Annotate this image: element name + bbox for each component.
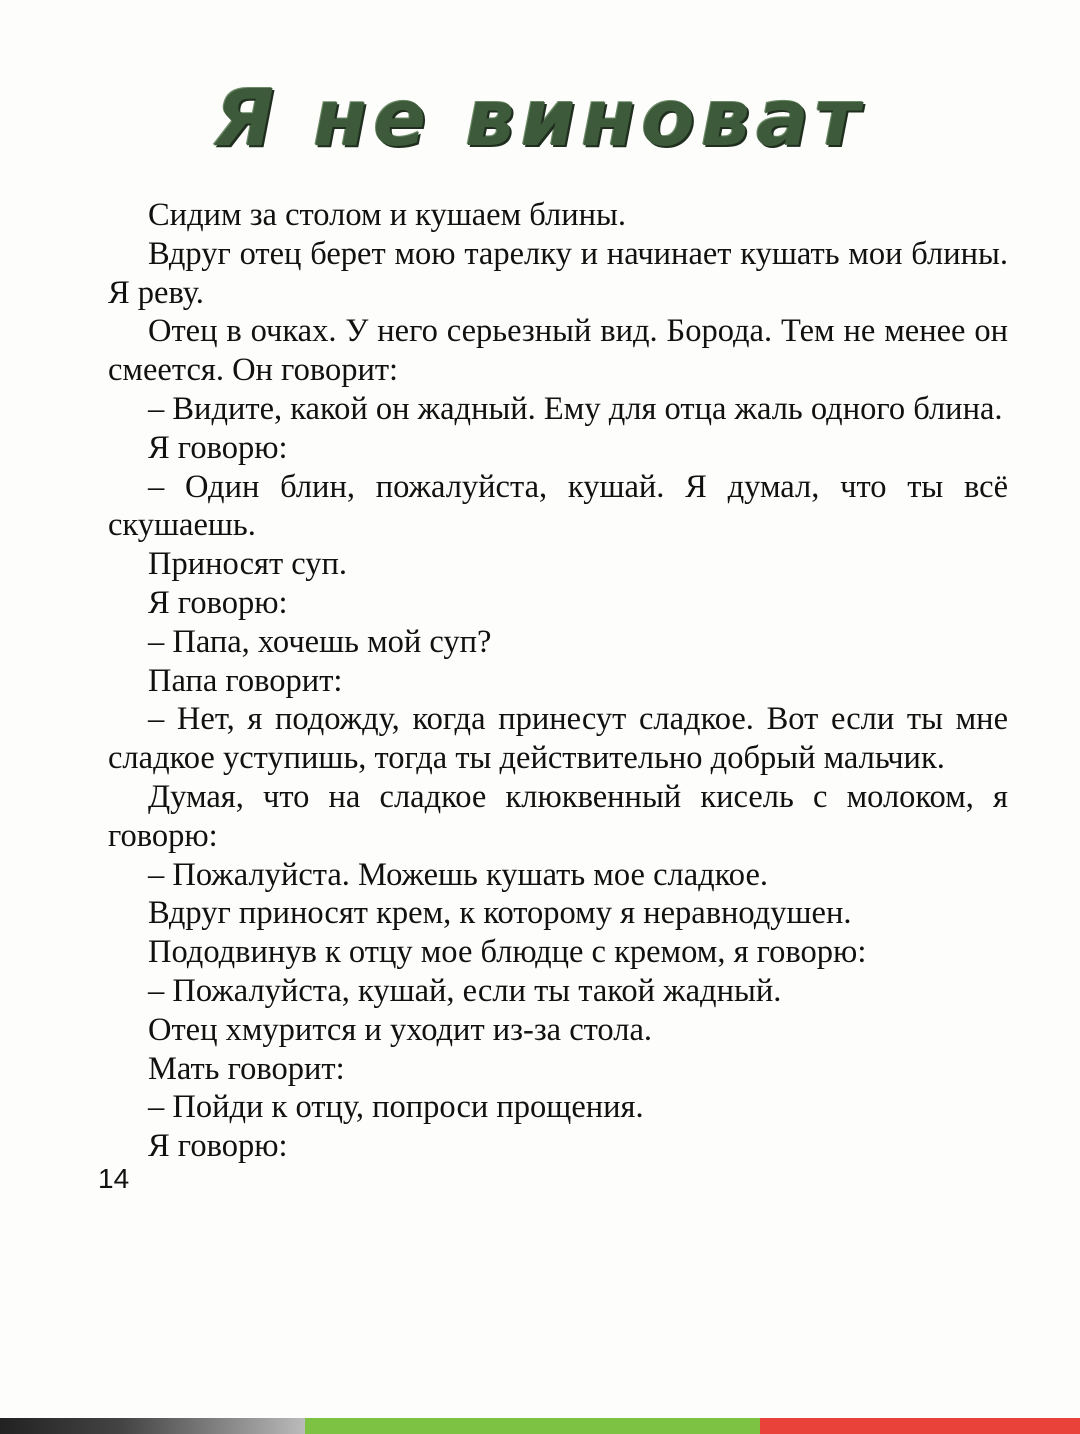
paragraph: Я говорю: <box>148 429 288 466</box>
page-number: 14 <box>98 1163 130 1194</box>
color-bar-red-segment <box>760 1418 1080 1434</box>
paragraph: – Папа, хочешь мой суп? <box>148 623 492 660</box>
paragraph: – Нет, я подожду, когда принесут сладкое. Вот если ты мне сладкое уступишь, тогда ты действительно добрый мальчик. <box>108 701 1008 777</box>
paragraph: – Пойди к отцу, попроси прощения. <box>148 1089 644 1126</box>
paragraph: Приносят суп. <box>148 546 348 583</box>
paragraph: Вдруг приносят крем, к которому я неравнодушен. <box>148 895 852 932</box>
paragraph: – Пожалуйста. Можешь кушать мое сладкое. <box>148 856 769 893</box>
paragraph: Я говорю: <box>148 584 288 621</box>
paragraph: Пододвинув к отцу мое блюдце с кремом, я говорю: <box>148 934 867 971</box>
paragraph: Думая, что на сладкое клюквенный кисель с молоком, я говорю: <box>108 778 1008 854</box>
paragraph: – Видите, какой он жадный. Ему для отца жаль одного блина. <box>148 390 1003 427</box>
paragraph: Сидим за столом и кушаем блины. <box>148 197 626 233</box>
paragraph: Я говорю: <box>148 1128 288 1165</box>
paragraph: Мать говорит: <box>148 1050 345 1087</box>
color-bar-dark-segment <box>0 1418 305 1434</box>
paragraph: Папа говорит: <box>148 662 343 699</box>
paragraph: Отец в очках. У него серьезный вид. Борода. Тем не менее он смеется. Он говорит: <box>108 313 1008 389</box>
color-bar-green-segment <box>305 1418 760 1434</box>
story-text <box>108 196 1008 1166</box>
paragraph: – Пожалуйста, кушай, если ты такой жадный. <box>148 972 782 1009</box>
paragraph: Вдруг отец берет мою тарелку и начинает кушать мои блины. Я реву. <box>108 235 1008 311</box>
paragraph: Отец хмурится и уходит из-за стола. <box>148 1011 653 1048</box>
paragraph: – Один блин, пожалуйста, кушай. Я думал, что ты всё скушаешь. <box>108 468 1008 544</box>
color-bar <box>0 1418 1080 1434</box>
chapter-title: Я не виноват <box>214 74 866 164</box>
